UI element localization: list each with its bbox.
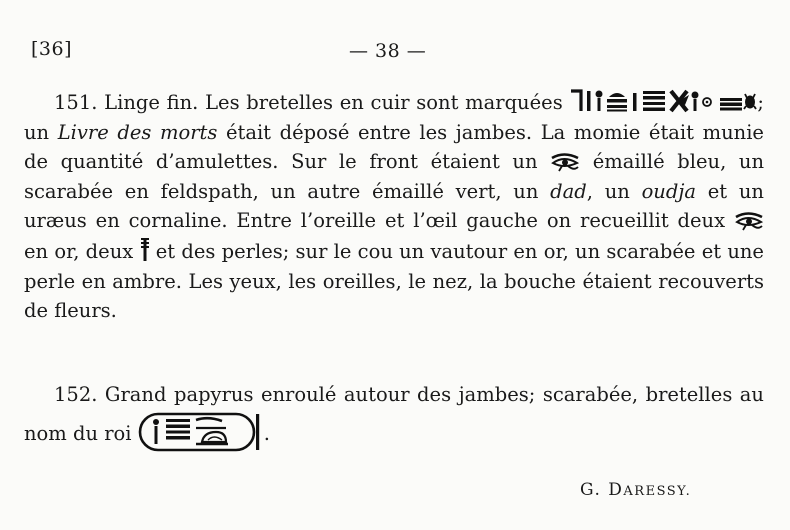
entry-number: 151. — [54, 91, 98, 114]
udjat-eye-icon — [550, 152, 580, 172]
entry-number: 152. — [54, 383, 98, 406]
entry-text: . — [263, 421, 270, 445]
entry-text: Linge fin. Les bretelles en cuir sont marquées — [97, 91, 570, 114]
entry-text: et un uræus en cornaline. Entre l’oreille et l’œil gauche on recueillit deux — [24, 179, 764, 233]
book-title: Livre des morts — [57, 120, 218, 144]
amulet-glyph-icon — [140, 236, 150, 262]
udjat-eye-icon — [734, 211, 764, 231]
entry-152 — [24, 380, 764, 462]
entry-text: en or, deux — [24, 239, 140, 263]
entry-text: Grand papyrus enroulé autour des jambes; scarabée, bretelles au nom du roi — [24, 383, 764, 445]
amulet-name: dad — [550, 179, 587, 203]
entry-151 — [24, 87, 764, 326]
entry-text: ; un — [24, 91, 764, 144]
entry-text: et des perles; sur le cou un vautour en or, un scarabée et une perle en ambre. Les yeux, les oreilles, le nez, la bouche étaient recouverts de fleurs. — [24, 239, 764, 323]
royal-cartouche-icon — [138, 410, 264, 463]
entry-text: émaillé bleu, un scarabée en feldspath, un autre émaillé vert, un — [24, 150, 764, 203]
hieroglyphic-inscription-icon — [569, 87, 719, 113]
amulet-name: oudja — [641, 179, 697, 203]
entry-text: était déposé entre les jambes. La momie était munie de quantité d’amulettes. Sur le front étaient un — [24, 120, 764, 174]
entry-text: , un — [586, 179, 642, 203]
hieroglyphic-inscription-icon — [719, 87, 757, 113]
page-reference: [36] — [31, 38, 73, 60]
author-signature: G. DARESSY. — [580, 480, 692, 500]
page-number: — 38 — — [349, 40, 427, 62]
